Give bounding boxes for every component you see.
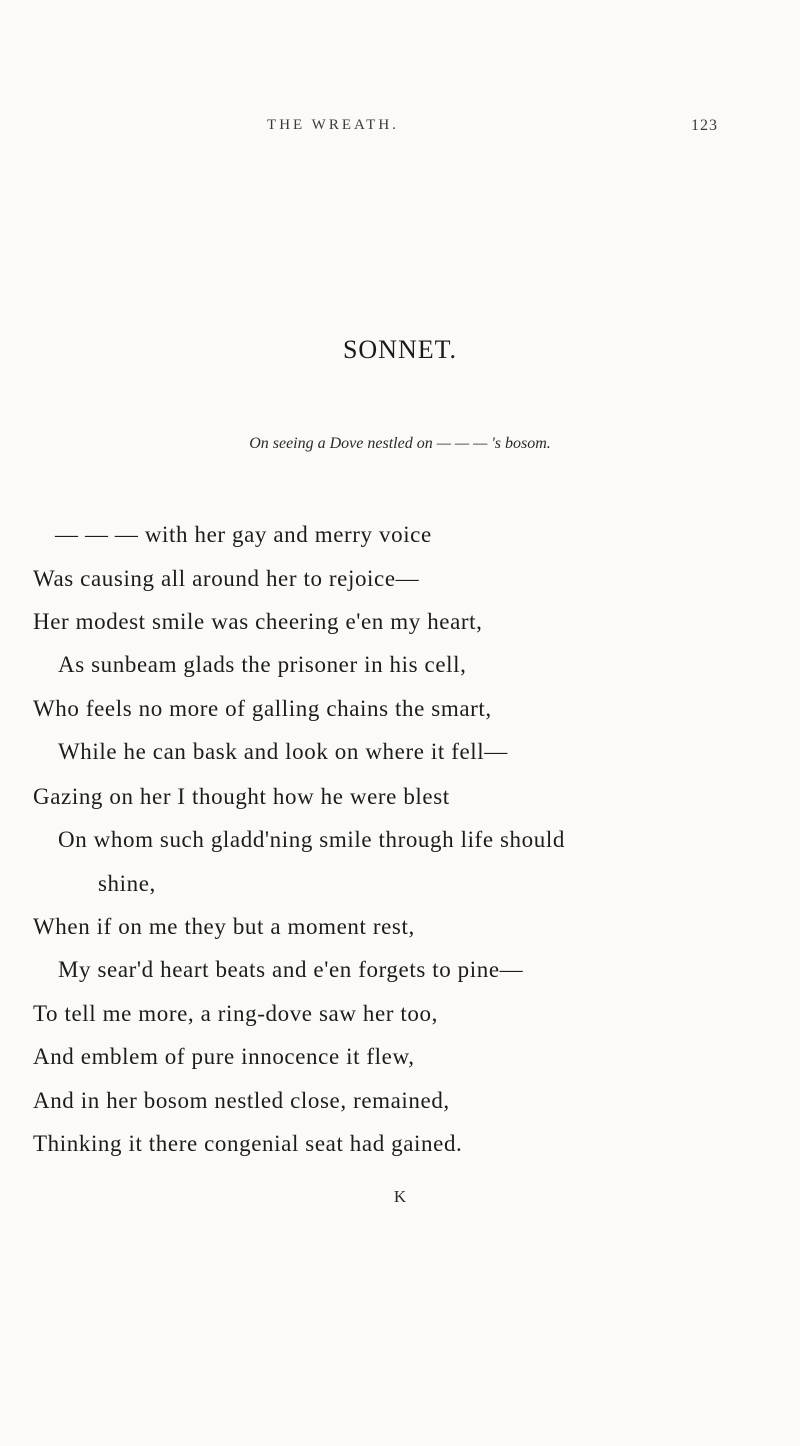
running-title: THE WREATH.	[267, 117, 399, 133]
poem-line: My sear'd heart beats and e'en forgets to pine—	[58, 957, 524, 982]
poem-title: SONNET.	[342, 335, 458, 364]
poem-line: Thinking it there congenial seat had gained.	[33, 1131, 463, 1156]
poem-line: And emblem of pure innocence it flew,	[33, 1044, 415, 1069]
poem-line: Who feels no more of galling chains the smart,	[33, 696, 492, 721]
running-head	[0, 117, 800, 147]
poem-line: Gazing on her I thought how he were blest	[33, 784, 450, 809]
poem-line: To tell me more, a ring-dove saw her too,	[33, 1001, 438, 1026]
poem-line: While he can bask and look on where it fell—	[58, 739, 508, 764]
signature-mark: K	[393, 1187, 407, 1206]
poem-line: Her modest smile was cheering e'en my heart,	[33, 609, 483, 634]
poem-line: As sunbeam glads the prisoner in his cell,	[58, 652, 467, 677]
poem-line: When if on me they but a moment rest,	[33, 914, 415, 939]
page-number: 123	[691, 117, 718, 134]
poem-line: And in her bosom nestled close, remained,	[33, 1088, 450, 1113]
poem-line: Was causing all around her to rejoice—	[33, 566, 420, 591]
poem-line: On whom such gladd'ning smile through life should	[58, 827, 565, 852]
poem-line: — — — with her gay and merry voice	[55, 522, 432, 547]
poem-line: shine,	[98, 871, 156, 896]
poem-subtitle: On seeing a Dove nestled on — — — 's bosom.	[249, 435, 551, 452]
